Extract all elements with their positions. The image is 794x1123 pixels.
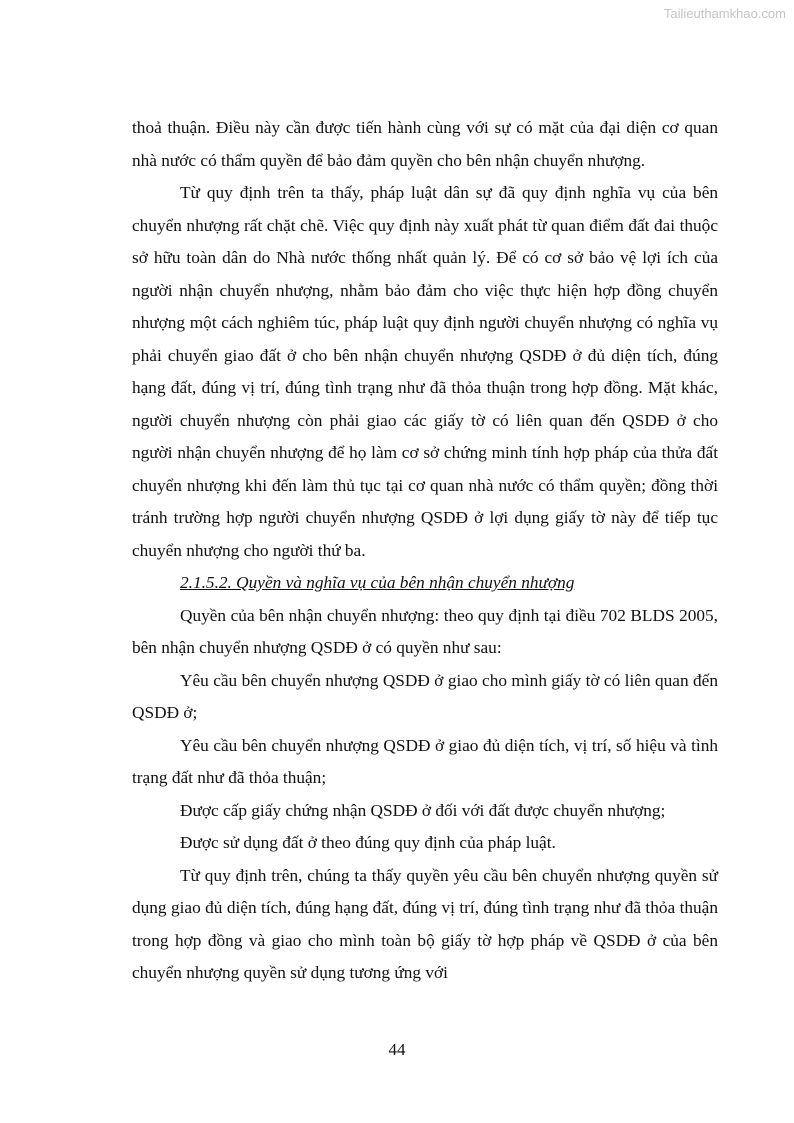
section-heading	[132, 567, 718, 600]
section-heading-text: 2.1.5.2. Quyền và nghĩa vụ của bên nhận chuyển nhượng	[180, 573, 575, 592]
list-item: Được sử dụng đất ở theo đúng quy định của pháp luật.	[180, 833, 556, 852]
paragraph-continuation: thoả thuận. Điều này cần được tiến hành cùng với sự có mặt của đại diện cơ quan nhà nước có thẩm quyền để bảo đảm quyền cho bên nhận chuyển nhượng.	[132, 118, 718, 170]
paragraph: Từ quy định trên, chúng ta thấy quyền yêu cầu bên chuyển nhượng quyền sử dụng giao đủ diện tích, đúng hạng đất, đúng vị trí, đúng tình trạng như đã thỏa thuận trong hợp đồng và giao cho mình toàn bộ giấy tờ hợp pháp về QSDĐ ở của bên chuyển nhượng quyền sử dụng tương ứng với	[132, 865, 718, 982]
paragraph: Quyền của bên nhận chuyển nhượng: theo quy định tại điều 702 BLDS 2005, bên nhận chuyển nhượng QSDĐ ở có quyền như sau:	[132, 605, 718, 657]
paragraph: Từ quy định trên ta thấy, pháp luật dân sự đã quy định nghĩa vụ của bên chuyển nhượng rất chặt chẽ. Việc quy định này xuất phát từ quan điểm đất đai thuộc sở hữu toàn dân do Nhà nước thống nhất quản lý. Để có cơ sở bảo vệ lợi ích của người nhận chuyển nhượng, nhằm bảo đảm cho việc thực hiện hợp đồng chuyển nhượng một cách nghiêm túc, pháp luật quy định người chuyển nhượng có nghĩa vụ phải chuyển giao đất ở cho bên nhận chuyển nhượng QSDĐ ở đủ diện tích, đúng hạng đất, đúng vị trí, đúng tình trạng như đã thỏa thuận trong hợp đồng. Mặt khác, người chuyển nhượng còn phải giao các giấy tờ có liên quan đến QSDĐ ở cho người nhận chuyển nhượng để họ làm cơ sở chứng minh tính hợp pháp của thửa đất chuyển nhượng khi đến làm thủ tục tại cơ quan nhà nước có thẩm quyền; đồng thời tránh trường hợp người chuyển nhượng QSDĐ ở lợi dụng giấy tờ này để tiếp tục chuyển nhượng cho người thứ ba.	[132, 183, 718, 560]
list-item: Yêu cầu bên chuyển nhượng QSDĐ ở giao cho mình giấy tờ có liên quan đến QSDĐ ở;	[132, 670, 718, 722]
list-item: Được cấp giấy chứng nhận QSDĐ ở đối với đất được chuyển nhượng;	[180, 800, 666, 820]
watermark: Tailieuthamkhao.com	[663, 6, 786, 21]
page-number: 44	[388, 1040, 406, 1059]
body-text	[132, 112, 718, 990]
list-item: Yêu cầu bên chuyển nhượng QSDĐ ở giao đủ diện tích, vị trí, số hiệu và tình trạng đất như đã thỏa thuận;	[132, 735, 718, 787]
